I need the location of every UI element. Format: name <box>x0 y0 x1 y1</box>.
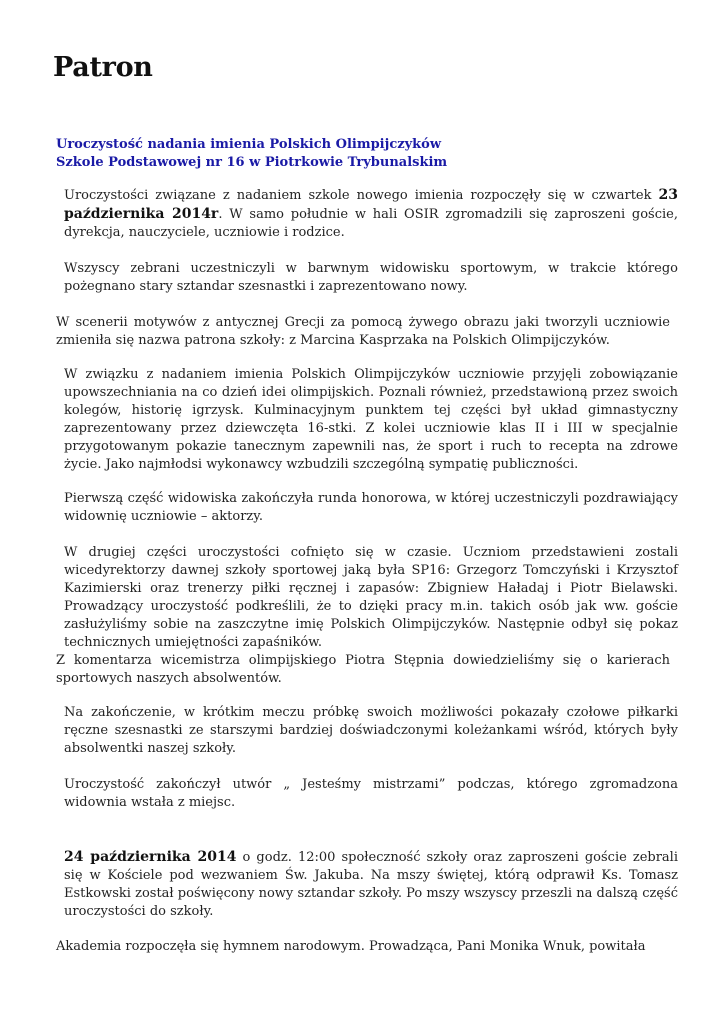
paragraph-8: Na zakończenie, w krótkim meczu próbkę swoich możliwości pokazały czołowe piłkarki ręczne szesnastki ze starszymi bardziej doświadczonymi koleżankami wśród, których były absolwentki naszej szkoły. <box>64 705 678 756</box>
event-date-2: 24 października 2014 <box>64 849 237 865</box>
paragraph-1 <box>56 186 678 242</box>
paragraph-9: Uroczystość zakończył utwór „ Jesteśmy mistrzami” podczas, którego zgromadzona widownia wstała z miejsc. <box>64 777 678 810</box>
subtitle-line-2: Szkole Podstawowej nr 16 w Piotrkowie Trybunalskim <box>56 155 448 170</box>
paragraph-6: W drugiej części uroczystości cofnięto się w czasie. Uczniom przedstawieni zostali wicedyrektorzy dawnej szkoły sportowej jaką była SP16: Grzegorz Tomczyński i Krzysztof Kazimierski oraz trenerzy piłki ręcznej i zapasów: Zbigniew Haładaj i Piotr Bielawski. Prowadzący uroczystość podkreślili, że to dzięki pracy m.in. takich osób jak ww. goście zasłużyliśmy sobie na zaszczytne imię Polskich Olimpijczyków. Następnie odbył się pokaz technicznych umiejętności zapaśników. <box>64 545 678 650</box>
article-subtitle <box>56 136 676 172</box>
paragraph-4: W związku z nadaniem imienia Polskich Olimpijczyków uczniowie przyjęli zobowiązanie upowszechniania na co dzień idei olimpijskich. Poznali również, przedstawioną przez swoich kolegów, historię igrzysk. Kulminacyjnym punktem tej części był układ gimnastyczny zaprezentowany przez dziewczęta 16-stki. Z kolei uczniowie klas II i III w specjalnie przygotowanym pokazie tanecznym zapewnili nas, że sport i ruch to recepta na zdrowe życie. Jako najmłodsi wykonawcy wzbudzili szczególną sympatię publiczności. <box>64 367 678 472</box>
paragraph-1-text: Uroczystości związane z nadaniem szkole nowego imienia rozpoczęły się w czwartek <box>64 188 652 203</box>
page-title: Patron <box>53 52 153 83</box>
paragraph-11: Akademia rozpoczęła się hymnem narodowym. Prowadząca, Pani Monika Wnuk, powitała <box>56 939 646 954</box>
paragraph-2: Wszyscy zebrani uczestniczyli w barwnym widowisku sportowym, w trakcie którego pożegnano stary sztandar szesnastki i zaprezentowano nowy. <box>64 261 678 294</box>
paragraph-10-text: o godz. 12:00 społeczność szkoły oraz zaproszeni goście zebrali się w Kościele pod wezwaniem Św. Jakuba. Na mszy świętej, którą odprawił Ks. Tomasz Estkowski został poświęcony nowy sztandar szkoły. Po mszy wszyscy przeszli na dalszą część uroczystości do szkoły. <box>64 850 679 919</box>
paragraph-7: Z komentarza wicemistrza olimpijskiego Piotra Stępnia dowiedzieliśmy się o karierach sportowych naszych absolwentów. <box>56 653 670 686</box>
subtitle-line-1: Uroczystość nadania imienia Polskich Olimpijczyków <box>56 137 442 152</box>
event-date-1: 23 października 2014r <box>64 187 678 222</box>
paragraph-10 <box>56 848 678 921</box>
paragraph-1-text-end: . W samo południe w hali OSIR zgromadzili się zaproszeni goście, dyrekcja, nauczyciele, uczniowie i rodzice. <box>64 207 678 240</box>
paragraph-3: W scenerii motywów z antycznej Grecji za pomocą żywego obrazu jaki tworzyli uczniowie zmieniła się nazwa patrona szkoły: z Marcina Kasprzaka na Polskich Olimpijczyków. <box>56 315 670 348</box>
paragraph-5: Pierwszą część widowiska zakończyła runda honorowa, w której uczestniczyli pozdrawiający widownię uczniowie – aktorzy. <box>64 491 678 524</box>
